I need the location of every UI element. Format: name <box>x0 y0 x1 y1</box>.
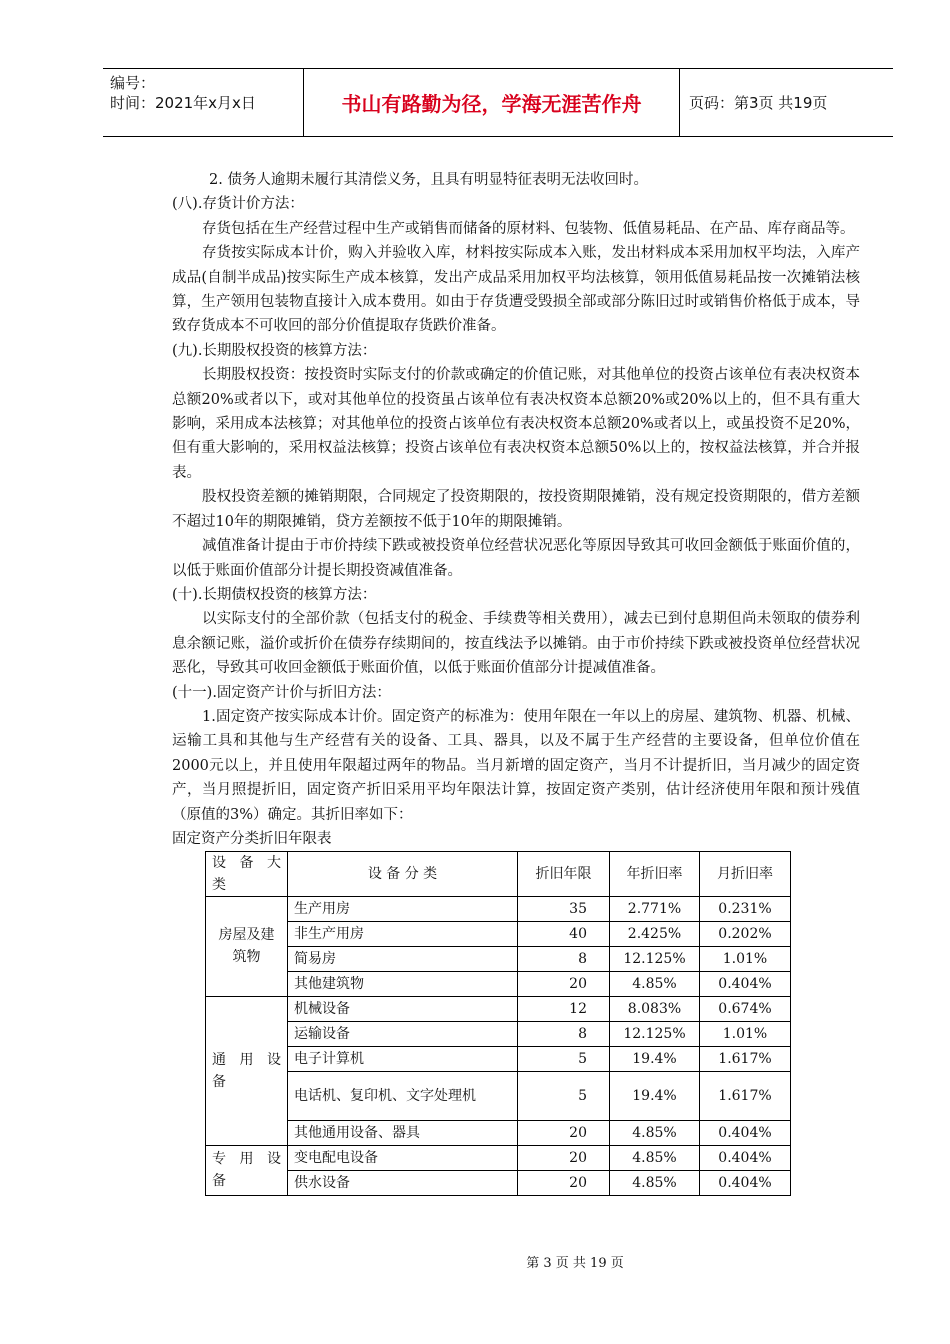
subcategory-cell: 运输设备 <box>288 1021 518 1046</box>
paragraph: 存货按实际成本计价，购入并验收入库，材料按实际成本入账，发出材料成本采用加权平均法，入库产成品(自制半成品)按实际生产成本核算，发出产成品采用加权平均法核算，领用低值易耗品按一次摊销法核算，生产领用包装物直接计入成本费用。如由于存货遭受毁损全部或部分陈旧过时或销售价格低于成本，导致存货成本不可收回的部分价值提取存货跌价准备。 <box>172 245 860 335</box>
subcategory-cell: 供水设备 <box>288 1170 518 1195</box>
category-cell: 专 用 设 备 <box>206 1145 288 1195</box>
subcategory-cell: 其他建筑物 <box>288 971 518 996</box>
paragraph: 减值准备计提由于市价持续下跌或被投资单位经营状况恶化等原因导致其可收回金额低于账面价值的，以低于账面价值部分计提长期投资减值准备。 <box>172 538 860 579</box>
document-number-label: 编号： <box>110 74 156 92</box>
section-heading: (十一).固定资产计价与折旧方法： <box>172 684 391 701</box>
subcategory-cell: 简易房 <box>288 946 518 971</box>
table-row <box>206 1071 791 1120</box>
monthly-rate-cell: 1.01% <box>700 1021 791 1046</box>
paragraph-list <box>172 168 860 827</box>
footer-page-number: 第 3 页 共 19 页 <box>526 1256 624 1271</box>
table-row <box>206 1120 791 1145</box>
annual-rate-cell: 12.125% <box>610 1021 700 1046</box>
section-heading: (九).长期股权投资的核算方法： <box>172 342 377 359</box>
category-cell: 通 用 设 备 <box>206 996 288 1145</box>
paragraph: 长期股权投资：按投资时实际支付的价款或确定的价值记账，对其他单位的投资占该单位有表决权资本总额20%或者以下，或对其他单位的投资虽占该单位有表决权资本总额20%或20%以上的，但不具有重大影响，采用成本法核算；对其他单位的投资占该单位有表决权资本总额20%或者以上，或虽投资不足20%，但有重大影响的，采用权益法核算；投资占该单位有表决权资本总额50%以上的，按权益法核算，并合并报表。 <box>172 367 860 481</box>
table-header-cell: 设 备 分 类 <box>288 851 518 896</box>
subcategory-cell: 生产用房 <box>288 896 518 921</box>
annual-rate-cell: 2.425% <box>610 921 700 946</box>
category-cell: 房屋及建筑物 <box>206 896 288 996</box>
annual-rate-cell: 8.083% <box>610 996 700 1021</box>
annual-rate-cell: 4.85% <box>610 971 700 996</box>
subcategory-cell: 其他通用设备、器具 <box>288 1120 518 1145</box>
annual-rate-cell: 4.85% <box>610 1145 700 1170</box>
annual-rate-cell: 4.85% <box>610 1170 700 1195</box>
years-cell: 5 <box>518 1046 610 1071</box>
years-cell: 8 <box>518 946 610 971</box>
years-cell: 12 <box>518 996 610 1021</box>
monthly-rate-cell: 0.404% <box>700 1145 791 1170</box>
table-row <box>206 1170 791 1195</box>
table-row <box>206 921 791 946</box>
header-divider <box>679 69 680 136</box>
annual-rate-cell: 2.771% <box>610 896 700 921</box>
subcategory-cell: 电子计算机 <box>288 1046 518 1071</box>
monthly-rate-cell: 0.404% <box>700 1120 791 1145</box>
table-row <box>206 996 791 1021</box>
paragraph: 股权投资差额的摊销期限，合同规定了投资期限的，按投资期限摊销，没有规定投资期限的，借方差额不超过10年的期限摊销，贷方差额按不低于10年的期限摊销。 <box>172 489 860 530</box>
annual-rate-cell: 19.4% <box>610 1046 700 1071</box>
years-cell: 20 <box>518 1145 610 1170</box>
subcategory-cell: 电话机、复印机、文字处理机 <box>288 1071 518 1120</box>
table-header-cell: 年折旧率 <box>610 851 700 896</box>
paragraph: 1.固定资产按实际成本计价。固定资产的标准为：使用年限在一年以上的房屋、建筑物、机器、机械、运输工具和其他与生产经营有关的设备、工具、器具，以及不属于生产经营的主要设备，但单位价值在2000元以上，并且使用年限超过两年的物品。当月新增的固定资产，当月不计提折旧，当月减少的固定资产，当月照提折旧，固定资产折旧采用平均年限法计算，按固定资产类别，估计经济使用年限和预计残值（原值的3%）确定。其折旧率如下： <box>172 708 860 823</box>
monthly-rate-cell: 0.404% <box>700 1170 791 1195</box>
annual-rate-cell: 12.125% <box>610 946 700 971</box>
table-row <box>206 946 791 971</box>
subcategory-cell: 变电配电设备 <box>288 1145 518 1170</box>
monthly-rate-cell: 1.01% <box>700 946 791 971</box>
header-meta <box>103 69 303 136</box>
monthly-rate-cell: 1.617% <box>700 1046 791 1071</box>
annual-rate-cell: 4.85% <box>610 1120 700 1145</box>
paragraph: 存货包括在生产经营过程中生产或销售而储备的原材料、包装物、低值易耗品、在产品、库存商品等。 <box>202 220 855 237</box>
paragraph: 以实际支付的全部价款（包括支付的税金、手续费等相关费用），减去已到付息期但尚未领取的债券利息余额记账，溢价或折价在债券存续期间的，按直线法予以摊销。由于市价持续下跌或被投资单位经营状况恶化，导致其可收回金额低于账面价值，以低于账面价值部分计提减值准备。 <box>172 611 860 677</box>
monthly-rate-cell: 0.202% <box>700 921 791 946</box>
table-row <box>206 971 791 996</box>
depreciation-table <box>205 851 791 1196</box>
table-row <box>206 1046 791 1071</box>
page-header <box>103 68 893 137</box>
table-header-row <box>206 851 791 896</box>
monthly-rate-cell: 0.231% <box>700 896 791 921</box>
years-cell: 35 <box>518 896 610 921</box>
years-cell: 20 <box>518 1170 610 1195</box>
years-cell: 5 <box>518 1071 610 1120</box>
years-cell: 20 <box>518 971 610 996</box>
annual-rate-cell: 19.4% <box>610 1071 700 1120</box>
table-row <box>206 1021 791 1046</box>
years-cell: 8 <box>518 1021 610 1046</box>
subcategory-cell: 非生产用房 <box>288 921 518 946</box>
header-page-code: 页码：第3页 共19页 <box>689 94 828 112</box>
paragraph: 2. 债务人逾期未履行其清偿义务，且具有明显特征表明无法收回时。 <box>209 172 648 188</box>
table-row <box>206 896 791 921</box>
subcategory-cell: 机械设备 <box>288 996 518 1021</box>
document-body <box>172 168 860 1196</box>
section-heading: (八).存货计价方法： <box>172 196 304 213</box>
years-cell: 20 <box>518 1120 610 1145</box>
monthly-rate-cell: 0.404% <box>700 971 791 996</box>
table-header-cell: 月折旧率 <box>700 851 791 896</box>
years-cell: 40 <box>518 921 610 946</box>
header-motto: 书山有路勤为径，学海无涯苦作舟 <box>341 92 642 116</box>
monthly-rate-cell: 0.674% <box>700 996 791 1021</box>
table-header-cell: 折旧年限 <box>518 851 610 896</box>
page-footer <box>0 1252 950 1271</box>
section-heading: (十).长期债权投资的核算方法： <box>172 586 377 603</box>
monthly-rate-cell: 1.617% <box>700 1071 791 1120</box>
table-header-cell: 设 备 大 类 <box>206 851 288 896</box>
document-time-label: 时间：2021年x月x日 <box>110 94 256 112</box>
table-caption: 固定资产分类折旧年限表 <box>172 830 332 847</box>
table-row <box>206 1145 791 1170</box>
